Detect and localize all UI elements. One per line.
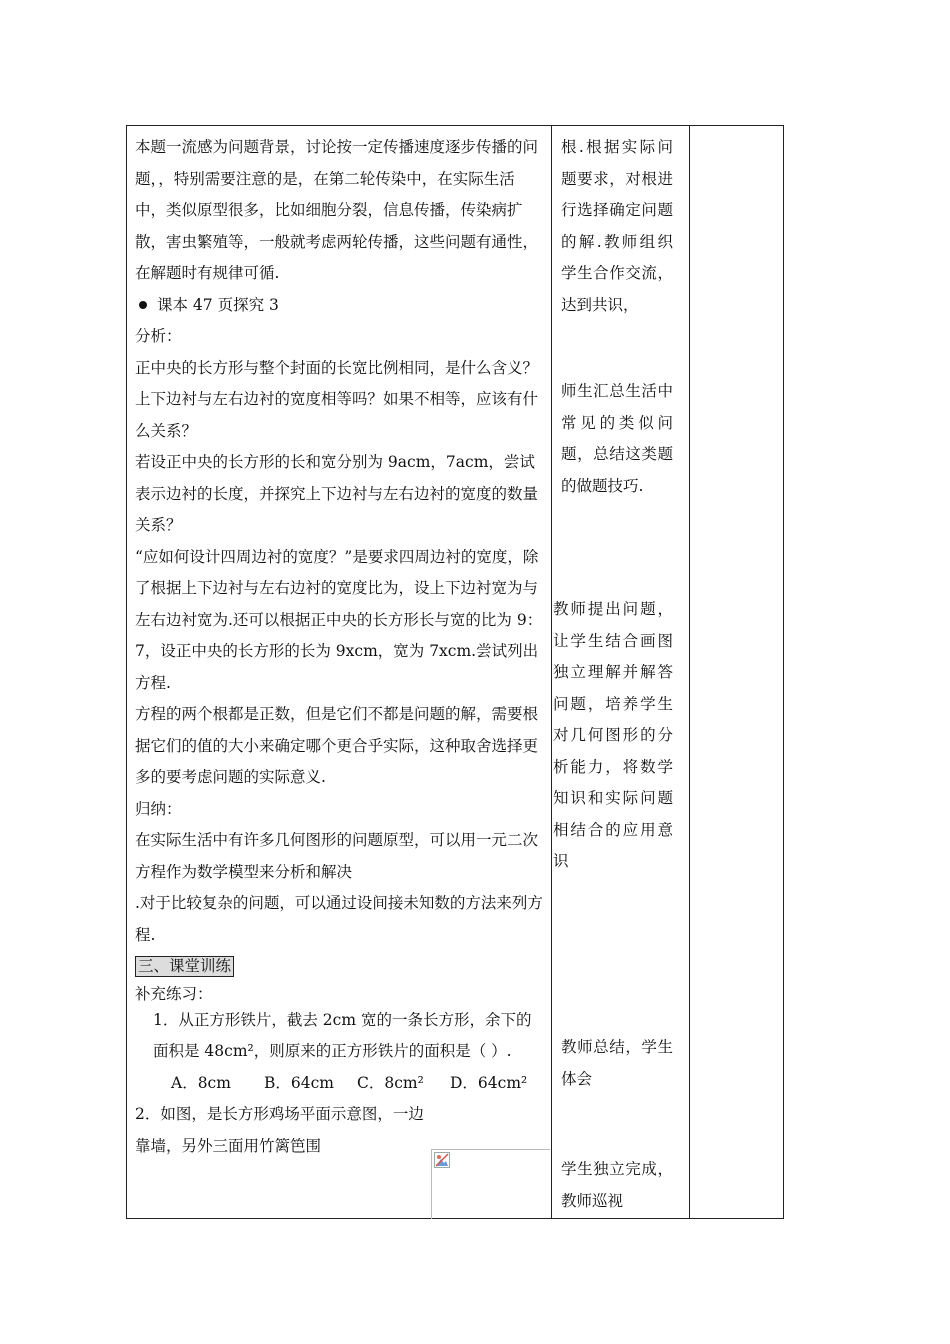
- summary-2: .对于比较复杂的问题，可以通过设间接未知数的方法来列方程.: [135, 894, 543, 944]
- bullet-line: [135, 290, 543, 322]
- note-1: 根.根据实际问题要求，对根进行选择确定问题的解.教师组织学生合作交流，达到共识，: [561, 138, 673, 314]
- option-a: A．8cm: [171, 1073, 231, 1092]
- exercise-2: 2．如图，是长方形鸡场平面示意图，一边靠墙，另外三面用竹篱笆围: [135, 1105, 424, 1155]
- bullet-icon: [139, 301, 147, 309]
- column-divider: [689, 126, 690, 1218]
- question-4: “应如何设计四周边衬的宽度？”是要求四周边衬的宽度，除了根据上下边衬与左右边衬的宽度比为，设上下边衬宽为与左右边衬宽为.还可以根据正中央的长方形长与宽的比为 9：7，设正中央的长方形的长为 9xcm，宽为 7xcm.尝试列出方程.: [135, 547, 543, 692]
- summary-1: 在实际生活中有许多几何图形的问题原型，可以用一元二次方程作为数学模型来分析和解决: [135, 831, 539, 881]
- note-5: 学生独立完成，教师巡视: [561, 1160, 673, 1210]
- broken-image-icon: [434, 1152, 450, 1168]
- figure-frame-top: [431, 1149, 550, 1150]
- summary-label: 归纳：: [135, 799, 182, 818]
- figure-frame-left: [431, 1149, 432, 1219]
- question-5: 方程的两个根都是正数，但是它们不都是问题的解，需要根据它们的值的大小来确定哪个更合乎实际，这种取舍选择更多的要考虑问题的实际意义.: [135, 705, 539, 786]
- main-content-column: [135, 132, 543, 1162]
- supplement-label: 补充练习：: [135, 984, 213, 1003]
- option-b: B．64cm: [264, 1073, 334, 1092]
- bullet-text: 课本 47 页探究 3: [157, 295, 279, 314]
- note-3: 教师提出问题，让学生结合画图独立理解并解答问题，培养学生对几何图形的分析能力，将数学知识和实际问题相结合的应用意识: [553, 600, 673, 870]
- exercise-1: 1．从正方形铁片，截去 2cm 宽的一条长方形，余下的面积是 48cm²，则原来的正方形铁片的面积是（ ）.: [153, 1010, 532, 1060]
- note-2: 师生汇总生活中常见的类似问题，总结这类题的做题技巧.: [561, 382, 673, 495]
- column-divider: [551, 126, 552, 1218]
- option-c: C．8cm²: [357, 1073, 424, 1092]
- question-2: 上下边衬与左右边衬的宽度相等吗？如果不相等，应该有什么关系？: [135, 390, 539, 440]
- lesson-table: [126, 125, 784, 1219]
- intro-paragraph: 本题一流感为问题背景，讨论按一定传播速度逐步传播的问题，，特别需要注意的是，在第二轮传染中，在实际生活中，类似原型很多，比如细胞分裂，信息传播，传染病扩散，害虫繁殖等，一般就考虑两轮传播，这些问题有通性，在解题时有规律可循.: [135, 138, 539, 282]
- note-4: 教师总结，学生体会: [561, 1038, 673, 1088]
- analysis-label: 分析：: [135, 327, 182, 345]
- question-3: 若设正中央的长方形的长和宽分别为 9acm，7acm，尝试表示边衬的长度，并探究上下边衬与左右边衬的宽度的数量关系？: [135, 453, 539, 534]
- exercise-1-options: [135, 1068, 543, 1100]
- option-d: D．64cm²: [450, 1073, 528, 1092]
- section-title: 三、课堂训练: [135, 956, 234, 977]
- question-1: 正中央的长方形与整个封面的长宽比例相同，是什么含义？: [135, 358, 539, 377]
